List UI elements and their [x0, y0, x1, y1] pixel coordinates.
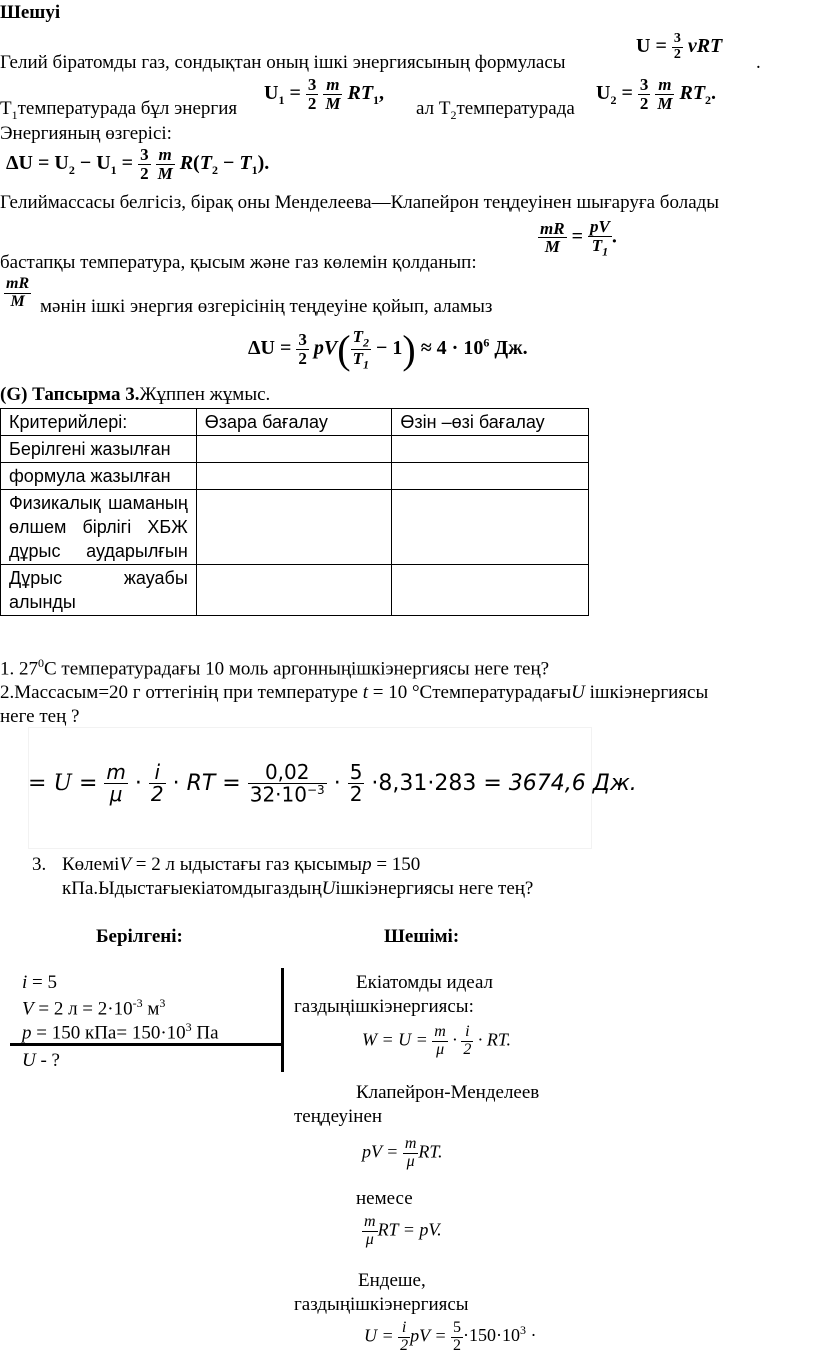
table-cell	[392, 565, 589, 616]
question-3: КөлеміV = 2 л ыдыстағы газ қысымыp = 150	[62, 854, 421, 875]
table-cell: Физикалық шаманың өлшем бірлігі ХБЖ дұрыс аударылғын	[1, 490, 197, 565]
task-3-heading: (G) Тапсырма 3.Жұппен жұмыс.	[0, 384, 271, 405]
given-pressure: p = 150 $кПа= 150\cdot 10^3$ Па	[22, 1020, 219, 1044]
given-separator-line	[10, 1043, 284, 1046]
table-cell	[392, 463, 589, 490]
table-header-row	[1, 409, 589, 436]
question-1: 1. $27^0С$ температурадағы 10 моль аргонныңішкіэнергиясы неге тең?	[0, 656, 550, 680]
formula-delta-u-result: ΔU = $\frac{3}{2}$ pV( $\frac{T_2}{T_1}$ − $1) \approx 4 \cdot 10^6$ Дж.	[248, 327, 528, 372]
question-3-cont: кПа.ЫдыстағыекіатомдыгаздыңUішкіэнергиясы неге тең?	[62, 878, 534, 899]
solution-step-4a: Ендеше,	[358, 1270, 426, 1291]
table-cell	[196, 490, 392, 565]
formula-u-3-2-nurt: U = $\frac{3}{2}$ νRT	[636, 31, 723, 62]
formula-q2-computation: = U = $\frac{m}{\mu}$ · $\frac{i}{2}$ · RT = $\frac{0,02}{32\cdot 10^{-3}}$ · $\frac{5}{2}$ ·8,31·283 = 3674,6 Дж.	[28, 760, 637, 807]
formula-mr-m: $\frac{mR}{M}$	[6, 275, 30, 310]
formula-u1: $U_1$ = $\frac{3}{2}$ $\frac{m}{M}$ $RT_1$,	[264, 75, 385, 113]
paragraph-helium-mass: Гелиймассасы белгісіз, бірақ оны Менделеева—Клапейрон теңдеуінен шығаруға болады	[0, 192, 720, 213]
formula-u-final: U = $\frac{i}{2}$ pV = $\frac{5}{2}$ $\cdot 150\cdot 10^3$ ·	[364, 1319, 537, 1354]
formula-delta-u: $\Delta U = U_2 - U_1$ = $\frac{3}{2}$ $\frac{m}{M}$ $R(T_2 - T_1)$.	[6, 145, 270, 183]
formula-u2: $U_2$ = $\frac{3}{2}$ $\frac{m}{M}$ $RT_2$.	[596, 75, 717, 113]
table-cell: формула жазылған	[1, 463, 197, 490]
table-cell: Берілгені жазылған	[1, 436, 197, 463]
table-cell	[392, 490, 589, 565]
paragraph-helium-formula: Гелий біратомды газ, сондықтан оның ішкі энергиясының формуласы	[0, 52, 566, 73]
table-cell	[196, 436, 392, 463]
formula-mrt-pv: $\frac{m}{\mu}$ RT = pV.	[364, 1213, 442, 1248]
given-volume: V = 2 $л = 2\cdot 10^{-3}$ $м^3$	[22, 996, 166, 1020]
formula-pv-mrt: pV = $\frac{m}{\mu}$ RT.	[362, 1135, 443, 1170]
table-row	[1, 463, 589, 490]
question-2: 2.Массасым=20 г оттегінің при температуре t = 10 °CтемпературадағыU ішкіэнергиясы	[0, 682, 709, 703]
table-cell	[392, 436, 589, 463]
question-2-cont: неге тең ?	[0, 706, 80, 727]
criteria-table	[0, 408, 589, 616]
formula-mr-m-pv-t1: $\frac{mR}{M}$ = $\frac{pV}{T_1}$ .	[540, 217, 617, 259]
formula-w-u: W = U = $\frac{m}{\mu}$ · $\frac{i}{2}$ · RT.	[362, 1023, 512, 1058]
page-heading: Шешуі	[0, 2, 61, 23]
table-row	[1, 565, 589, 616]
table-cell	[196, 463, 392, 490]
paragraph-t1-energy: $T_1температурада$ бұл энергия	[0, 98, 238, 122]
given-i: i = 5	[22, 972, 57, 993]
solution-step-2a: Клапейрон-Менделеев	[356, 1082, 540, 1103]
table-row	[1, 490, 589, 565]
table-cell	[196, 565, 392, 616]
table-row	[1, 436, 589, 463]
table-cell: Дұрыс жауабы алынды	[1, 565, 197, 616]
given-title: Берілгені:	[96, 926, 183, 947]
solution-step-4b: газдыңішкіэнергиясы	[294, 1294, 469, 1315]
question-3-number: 3.	[32, 854, 47, 875]
paragraph-initial-params: бастапқы температура, қысым және газ көлемін қолданып:	[0, 252, 477, 273]
solution-title: Шешімі:	[384, 926, 460, 947]
paragraph-energy-change: Энергияның өзгерісі:	[0, 123, 172, 144]
table-header-cell: Критерийлері:	[1, 409, 197, 436]
table-header-cell: Өзін –өзі бағалау	[392, 409, 589, 436]
table-header-cell: Өзара бағалау	[196, 409, 392, 436]
solution-step-1b: газдыңішкіэнергиясы:	[294, 996, 474, 1017]
given-vertical-line	[281, 968, 284, 1072]
period-mark: .	[756, 52, 761, 73]
paragraph-t2-energy: ал $T_2температурада$	[416, 98, 575, 122]
paragraph-substitute: мәнін ішкі энергия өзгерісінің теңдеуіне қойып, аламыз	[40, 296, 493, 317]
given-find: U - ?	[22, 1050, 60, 1071]
solution-step-1a: Екіатомды идеал	[356, 972, 494, 993]
solution-step-3: немесе	[356, 1188, 413, 1209]
solution-step-2b: теңдеуінен	[294, 1106, 383, 1127]
